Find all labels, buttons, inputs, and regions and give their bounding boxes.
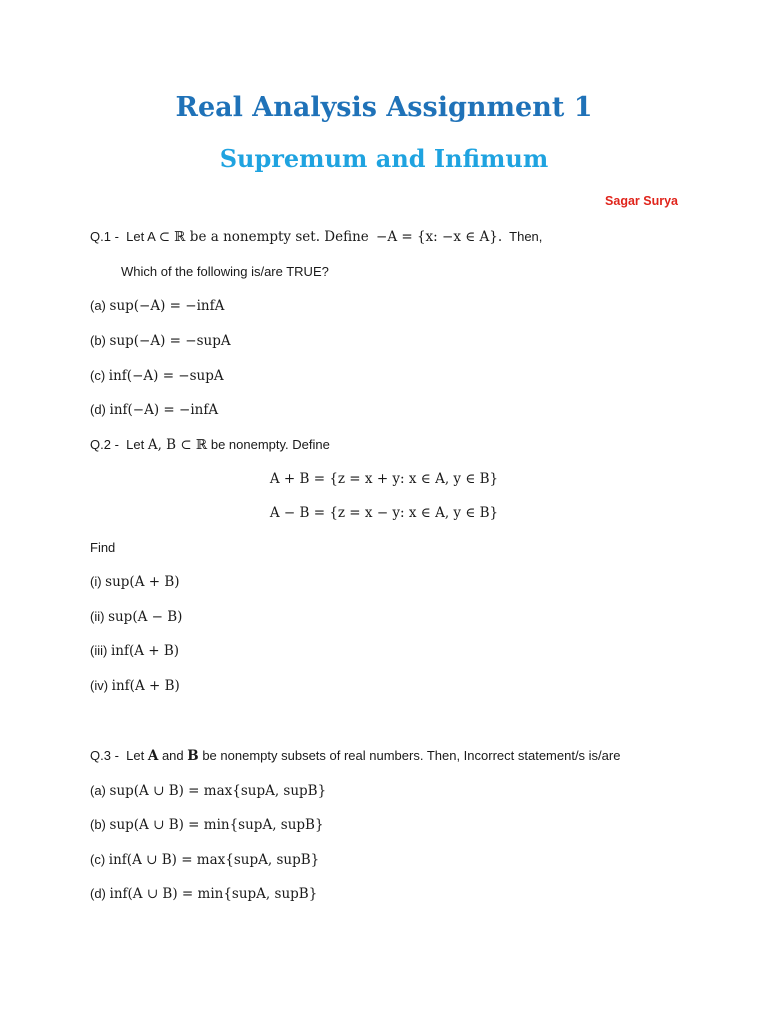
q2-intro-a: Let	[126, 437, 145, 452]
q2-def-diff	[0, 504, 768, 522]
q1-intro-c: Then,	[509, 229, 543, 244]
option-expr: inf(A ∪ B) = min{supA, supB}	[109, 886, 318, 902]
q3-statement	[90, 747, 620, 765]
q3-and: and	[161, 748, 184, 763]
q1-intro-b: ⊂ ℝ be a nonempty set. Define	[158, 229, 369, 245]
part-expr: inf(A + B)	[111, 678, 180, 694]
option-expr: sup(A ∪ B) = max{supA, supB}	[109, 783, 327, 799]
option-tag: (b)	[90, 817, 106, 832]
q1-statement	[90, 228, 542, 246]
author-name: Sagar Surya	[605, 194, 678, 208]
q2-part-iv	[90, 677, 180, 695]
q2-def-diff-expr: A − B = {z = x − y: x ∈ A, y ∈ B}	[269, 505, 499, 521]
q1-option-a	[90, 297, 224, 315]
q1-prompt: Which of the following is/are TRUE?	[121, 264, 329, 279]
option-expr: sup(A ∪ B) = min{supA, supB}	[109, 817, 324, 833]
option-tag: (a)	[90, 298, 106, 313]
q1-definition: −A = {x: −x ∈ A}.	[376, 229, 503, 245]
q2-part-iii	[90, 642, 179, 660]
part-tag: (i)	[90, 574, 102, 589]
option-tag: (a)	[90, 783, 106, 798]
q2-part-i	[90, 573, 180, 591]
q3-option-d	[90, 885, 317, 903]
q2-part-ii	[90, 608, 182, 626]
part-tag: (ii)	[90, 609, 105, 624]
option-expr: sup(−A) = −infA	[109, 298, 225, 314]
q3-option-c	[90, 851, 319, 869]
part-tag: (iv)	[90, 678, 109, 693]
q2-label: Q.2 -	[90, 437, 119, 452]
q3-intro-a: Let	[126, 748, 145, 763]
q1-intro-a: Let A	[126, 229, 156, 244]
option-tag: (b)	[90, 333, 106, 348]
q2-sets: A, B ⊂ ℝ	[147, 437, 208, 453]
q3-intro-b: be nonempty subsets of real numbers. Then, Incorrect statement/s is/are	[202, 748, 621, 763]
q3-set-a: A	[147, 748, 159, 764]
option-expr: inf(−A) = −supA	[108, 368, 224, 384]
q2-find: Find	[90, 540, 116, 555]
page-title: Real Analysis Assignment 1	[175, 92, 593, 123]
q1-option-c	[90, 367, 224, 385]
q2-def-sum-expr: A + B = {z = x + y: x ∈ A, y ∈ B}	[269, 471, 499, 487]
option-tag: (c)	[90, 852, 106, 867]
q3-option-a	[90, 782, 326, 800]
q3-label: Q.3 -	[90, 748, 119, 763]
q3-option-b	[90, 816, 324, 834]
q1-option-d	[90, 401, 218, 419]
option-expr: inf(A ∪ B) = max{supA, supB}	[108, 852, 320, 868]
q2-def-sum	[0, 470, 768, 488]
part-expr: sup(A − B)	[108, 609, 183, 625]
option-expr: inf(−A) = −infA	[109, 402, 219, 418]
q1-label: Q.1 -	[90, 229, 119, 244]
q2-statement	[90, 436, 330, 454]
q1-option-b	[90, 332, 231, 350]
option-tag: (d)	[90, 402, 106, 417]
q3-set-b: B	[187, 748, 199, 764]
q2-intro-b: be nonempty. Define	[210, 437, 330, 452]
part-expr: inf(A + B)	[110, 643, 180, 659]
option-tag: (d)	[90, 886, 106, 901]
option-tag: (c)	[90, 368, 106, 383]
part-expr: sup(A + B)	[105, 574, 180, 590]
part-tag: (iii)	[90, 643, 108, 658]
option-expr: sup(−A) = −supA	[109, 333, 231, 349]
page-subtitle: Supremum and Infimum	[219, 144, 549, 173]
